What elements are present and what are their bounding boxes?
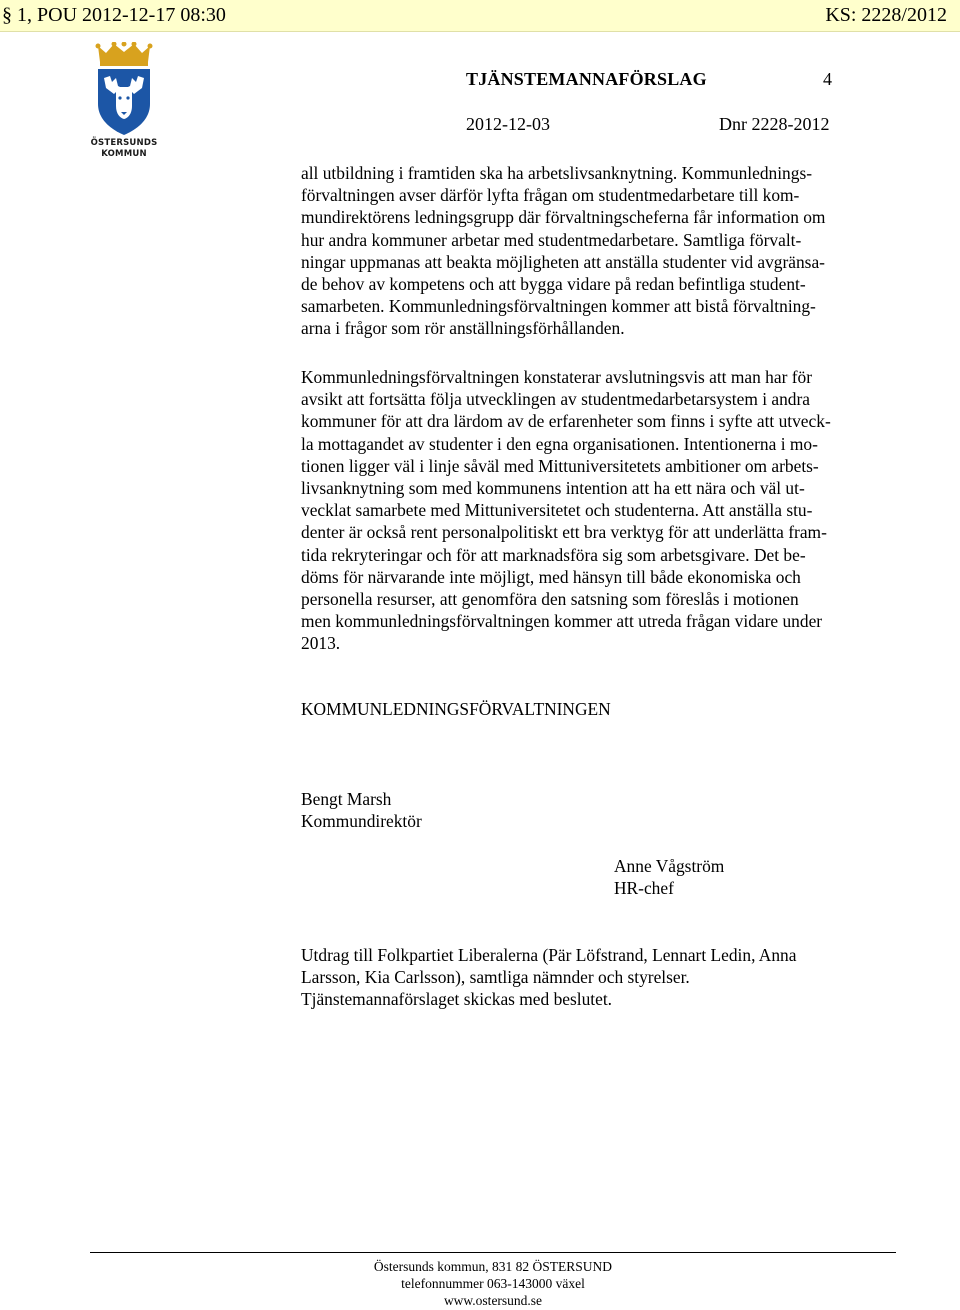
body-paragraph-2 — [301, 366, 891, 655]
page-number: 4 — [823, 69, 832, 89]
footer-address: Östersunds kommun, 831 82 ÖSTERSUND — [373, 1259, 613, 1274]
coat-of-arms-icon — [90, 42, 158, 138]
municipality-logo — [90, 42, 158, 160]
document-date: 2012-12-03 — [466, 114, 550, 134]
text-line: avsikt att fortsätta följa utvecklingen av studentmedarbetarsystem i andra — [301, 389, 810, 410]
text-line: döms för närvarande inte möjligt, med hänsyn till både ekonomiska och — [301, 566, 801, 587]
signatory-2-title: HR-chef — [614, 878, 674, 898]
text-line: hur andra kommuner arbetar med studentmedarbetare. Samtliga förvalt- — [301, 229, 802, 250]
text-line: samarbeten. Kommunledningsförvaltningen kommer att bistå förvaltning- — [301, 296, 816, 317]
organization-name: KOMMUNLEDNINGSFÖRVALTNINGEN — [301, 699, 611, 719]
footer-phone: telefonnummer 063-143000 växel — [401, 1276, 585, 1291]
page-footer — [90, 1258, 896, 1309]
text-line: Larsson, Kia Carlsson), samtliga nämnder och styrelser. — [301, 967, 690, 988]
text-line: la mottagandet av studenter i den egna organisationen. Intentionerna i mo- — [301, 433, 818, 454]
document-type: TJÄNSTEMANNAFÖRSLAG — [466, 69, 707, 89]
text-line: ningar uppmanas att beakta möjligheten att anställa studenter vid avgränsa- — [301, 251, 825, 272]
signatory-2-name: Anne Vågström — [614, 856, 725, 876]
text-line: kommuner för att dra lärdom av de erfarenheter som finns i syfte att utveck- — [301, 411, 831, 432]
logo-name-line2: KOMMUN — [101, 149, 147, 159]
text-line: Tjänstemannaförslaget skickas med beslutet. — [301, 989, 613, 1010]
banner-meeting-ref: § 1, POU 2012-12-17 08:30 — [2, 4, 226, 26]
text-line: tionen ligger väl i linje såväl med Mittuniversitetets ambitioner om arbets- — [301, 455, 819, 476]
footer-divider — [90, 1252, 896, 1253]
text-line: mundirektörens ledningsgrupp där förvaltningscheferna får information om — [301, 207, 826, 228]
meeting-banner — [0, 0, 960, 32]
banner-case-number: KS: 2228/2012 — [825, 4, 947, 26]
text-line: Kommunledningsförvaltningen konstaterar avslutningsvis att man har för — [301, 367, 812, 387]
text-line: de behov av kompetens och att bygga vidare på redan befintliga student- — [301, 274, 806, 295]
signatory-1-name: Bengt Marsh — [301, 789, 392, 809]
document-dnr: Dnr 2228-2012 — [719, 114, 830, 134]
distribution-list — [301, 944, 796, 1011]
logo-name-line1: ÖSTERSUNDS — [90, 138, 158, 148]
text-line: förvaltningen avser därför lyfta frågan om studentmedarbetare till kom- — [301, 185, 800, 206]
body-paragraph-1 — [301, 162, 891, 340]
text-line: denter är också rent personalpolitiskt ett bra verktyg för att underlätta fram- — [301, 522, 827, 543]
text-line: all utbildning i framtiden ska ha arbetslivsanknytning. Kommunlednings- — [301, 163, 813, 183]
text-line: personella resurser, att genomföra den satsning som föreslås i motionen — [301, 589, 799, 610]
text-line: 2013. — [301, 633, 341, 654]
text-line: Utdrag till Folkpartiet Liberalerna (Pär Löfstrand, Lennart Ledin, Anna — [301, 945, 797, 965]
text-line: vecklat samarbete med Mittuniversitetet och studenterna. Att anställa stu- — [301, 500, 813, 521]
text-line: men kommunledningsförvaltningen kommer att utreda frågan vidare under — [301, 611, 823, 632]
text-line: tida rekryteringar och för att marknadsföra sig som arbetsgivare. Det be- — [301, 544, 806, 565]
footer-website: www.ostersund.se — [443, 1293, 543, 1308]
text-line: arna i frågor som rör anställningsförhållanden. — [301, 318, 625, 339]
text-line: livsanknytning som med kommunens intention att ha ett nära och väl ut- — [301, 478, 805, 499]
signatory-1-title: Kommundirektör — [301, 811, 422, 831]
